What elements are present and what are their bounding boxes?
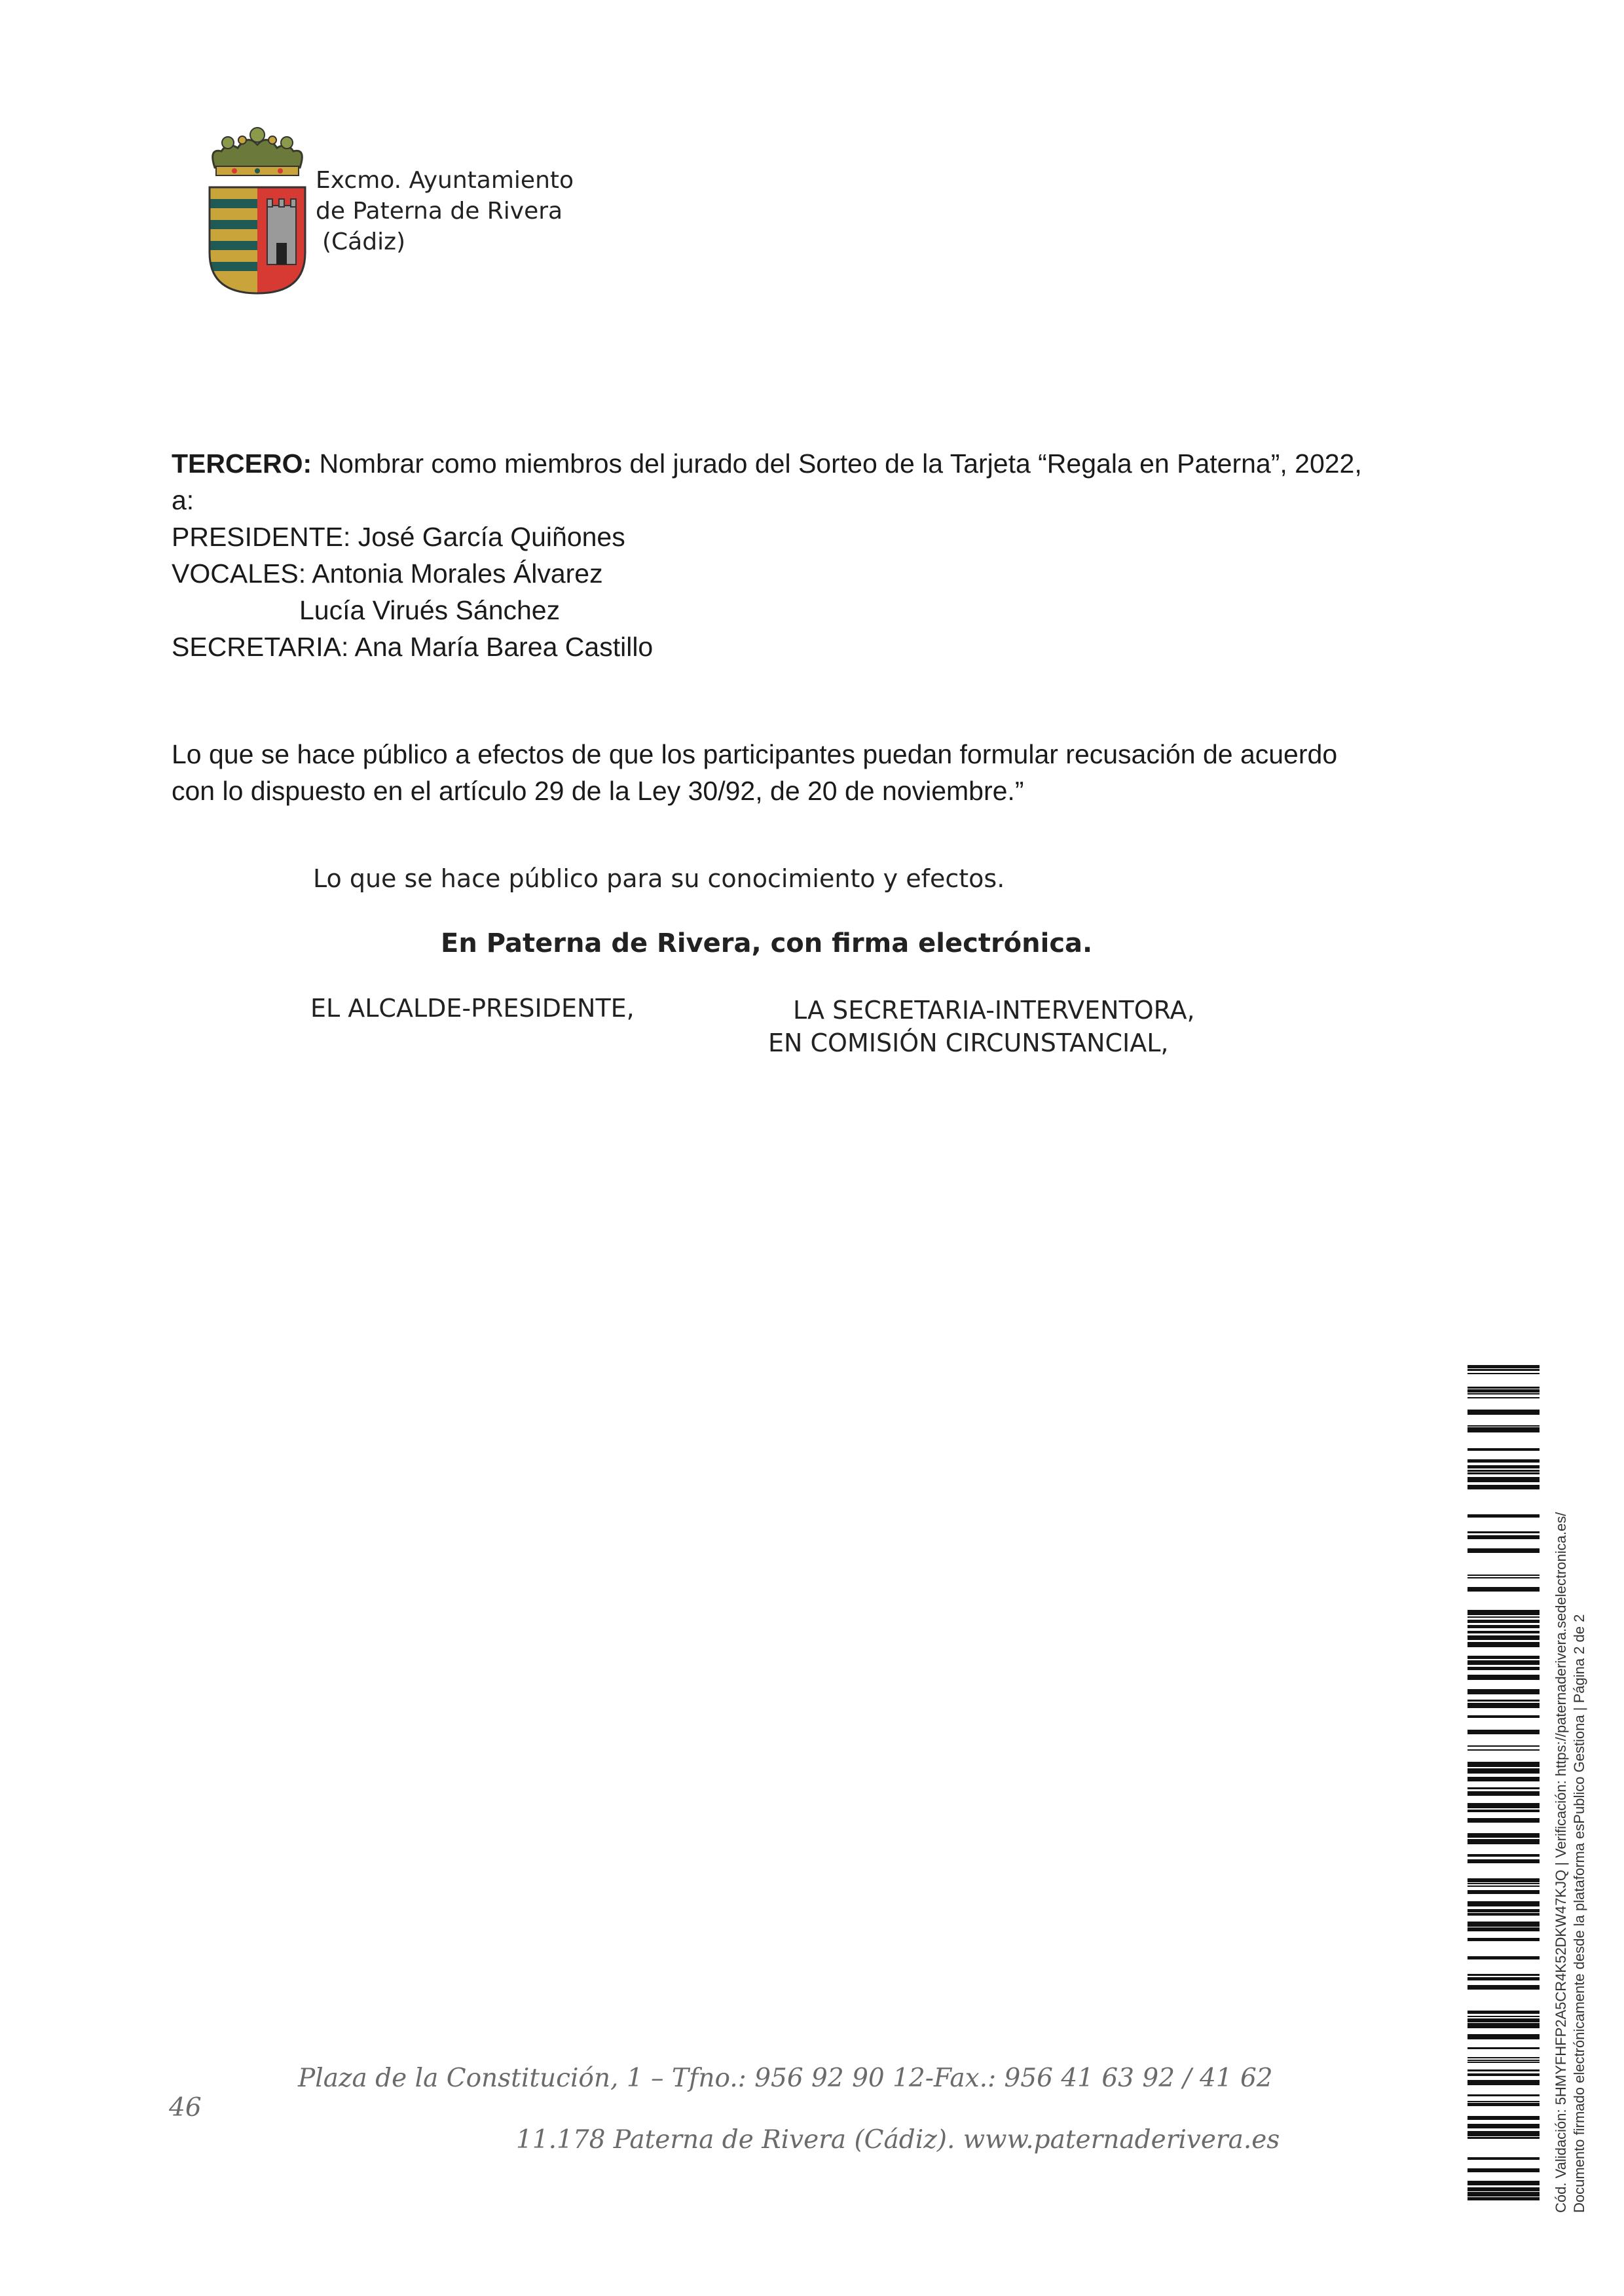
vocales-label: VOCALES: xyxy=(172,558,306,589)
coat-of-arms-logo xyxy=(202,122,313,299)
resolution-line-2: a: xyxy=(172,485,194,515)
institution-name xyxy=(316,165,574,257)
secretary-line xyxy=(172,629,1362,665)
crown-icon xyxy=(213,128,303,175)
resolution-paragraph xyxy=(172,445,1362,665)
closing-statement: Lo que se hace público para su conocimiento y efectos. xyxy=(313,864,1005,893)
resolution-text-1: Nombrar como miembros del jurado del Sorteo de la Tarjeta “Regala en Paterna”, 2022, xyxy=(312,448,1362,479)
validation-line-1: Cód. Validación: 5HMYFHFP2A5CR4K52DKW47KJQ | Verificación: https://paternaderivera.sedelectronica.es/ xyxy=(1553,1512,1569,2213)
publicity-paragraph xyxy=(172,736,1337,809)
president-label: PRESIDENTE: xyxy=(172,522,351,552)
signing-statement: En Paterna de Rivera, con firma electrónica. xyxy=(441,928,1093,958)
validation-line-2: Documento firmado electrónicamente desde la plataforma esPublico Gestiona | Página 2 de 2 xyxy=(1571,1614,1587,2213)
vocales-line xyxy=(172,555,1362,592)
president-name: José García Quiñones xyxy=(350,522,625,552)
institution-line-2: de Paterna de Rivera xyxy=(316,198,563,225)
shield-icon xyxy=(210,187,305,299)
vocal-1-name: Antonia Morales Álvarez xyxy=(306,558,603,589)
mayor-title: EL ALCALDE-PRESIDENTE, xyxy=(310,994,635,1023)
page-number: 46 xyxy=(169,2093,202,2123)
secretary-name: Ana María Barea Castillo xyxy=(348,632,654,662)
publicity-line-2: con lo dispuesto en el artículo 29 de la Ley 30/92, de 20 de noviembre.” xyxy=(172,776,1024,806)
resolution-label: TERCERO: xyxy=(172,448,312,479)
secretary-label: SECRETARIA: xyxy=(172,632,349,662)
secretary-title-line-2: EN COMISIÓN CIRCUNSTANCIAL, xyxy=(768,1029,1169,1057)
vocal-2-name: Lucía Virués Sánchez xyxy=(299,595,561,625)
secretary-title xyxy=(768,994,1195,1059)
publicity-line-1: Lo que se hace público a efectos de que los participantes puedan formular recusación de acuerdo xyxy=(172,739,1338,769)
resolution-line-1 xyxy=(172,445,1362,482)
secretary-title-line-1: LA SECRETARIA-INTERVENTORA, xyxy=(793,996,1195,1025)
footer-address-line-2: 11.178 Paterna de Rivera (Cádiz). www.paternaderivera.es xyxy=(516,2125,1280,2155)
barcode-icon xyxy=(1467,1365,1540,2210)
footer-address-line-1: Plaza de la Constitución, 1 – Tfno.: 956 92 90 12-Fax.: 956 41 63 92 / 41 62 xyxy=(298,2064,1273,2093)
president-line xyxy=(172,519,1362,555)
institution-line-1: Excmo. Ayuntamiento xyxy=(316,167,574,194)
institution-line-3: (Cádiz) xyxy=(322,228,406,255)
validation-text xyxy=(1552,1362,1589,2213)
